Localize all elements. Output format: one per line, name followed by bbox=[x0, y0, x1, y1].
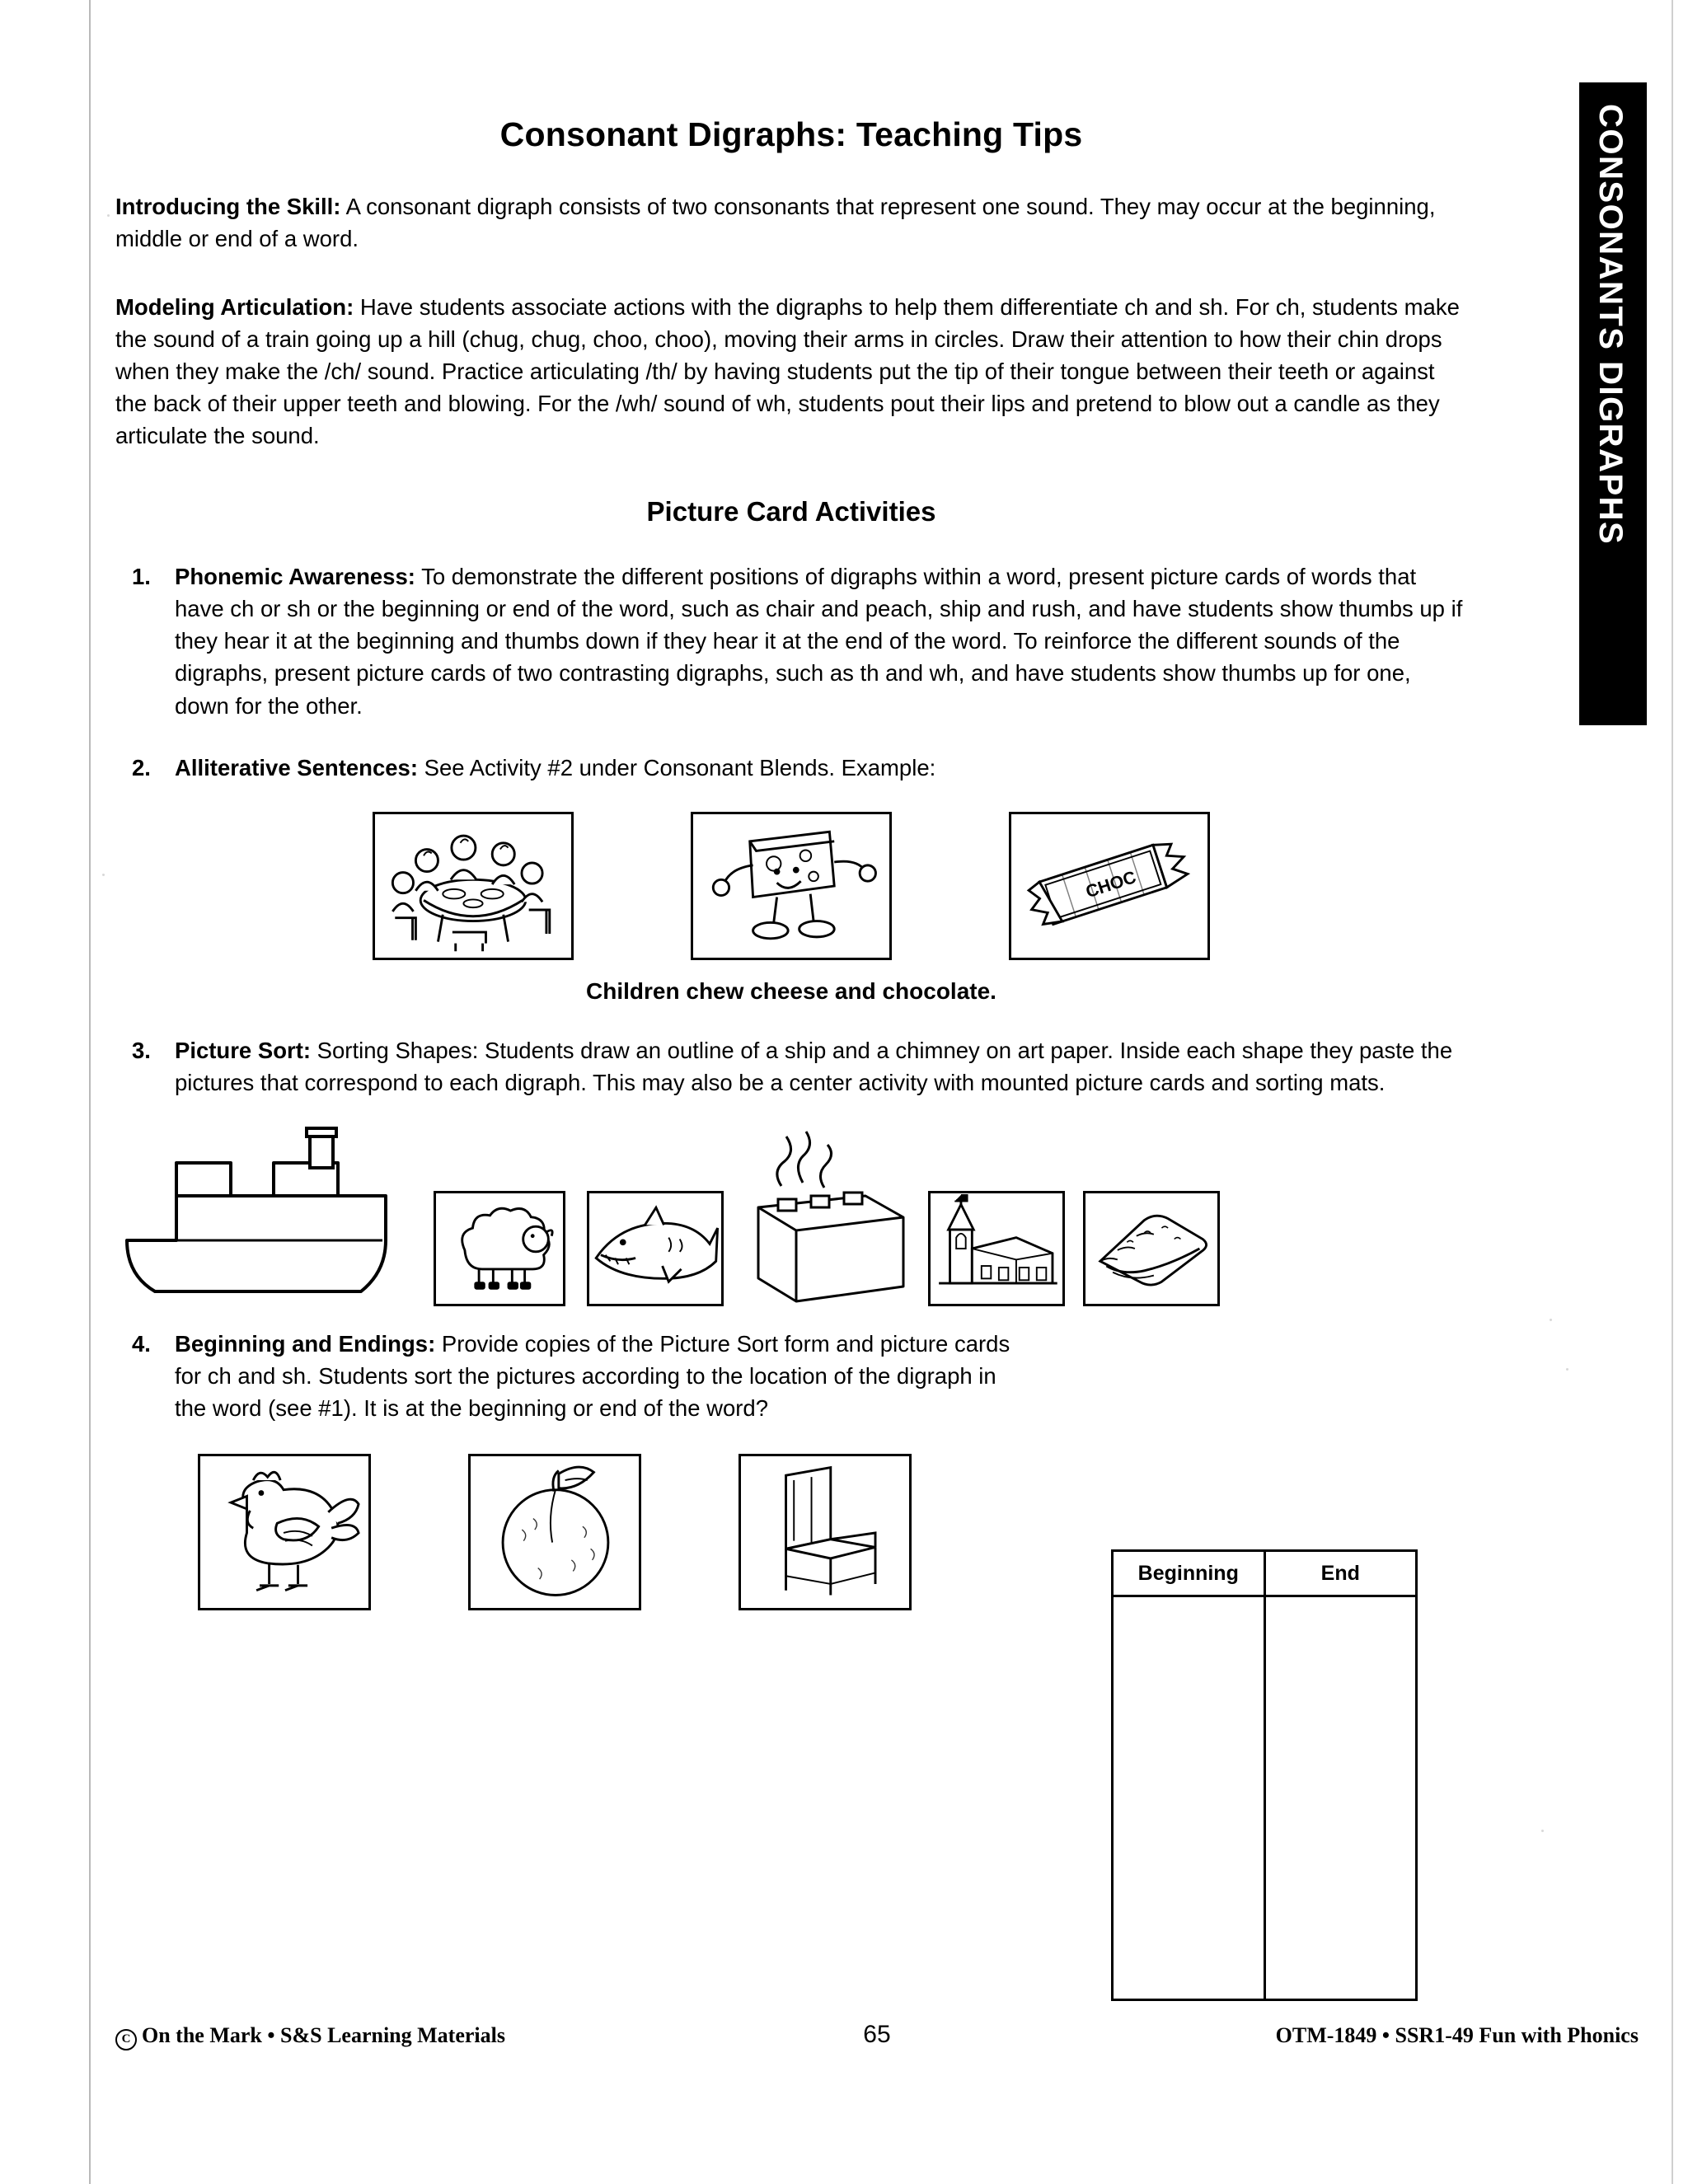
activity-lead: Beginning and Endings: bbox=[175, 1330, 436, 1357]
activity-text: Provide copies of the Picture Sort form and picture cards for ch and sh. Students sort the pictures according to the location of the digraph in the word (see #1). It is at the beginning or end of the word? bbox=[175, 1330, 1010, 1421]
table-body bbox=[1114, 1597, 1415, 1999]
page-edge-left bbox=[89, 0, 91, 2184]
picture-card-children-at-table bbox=[373, 812, 574, 960]
paragraph-introducing-the-skill bbox=[115, 190, 1467, 255]
activity-item-beginning-and-endings bbox=[115, 1328, 1015, 1424]
picture-card-shark bbox=[587, 1191, 724, 1306]
page-edge-right bbox=[1672, 0, 1673, 2184]
activity-list-four bbox=[115, 1328, 1467, 1424]
scan-speckle bbox=[1550, 1319, 1552, 1321]
picture-card-chocolate-bar bbox=[1009, 812, 1210, 960]
section-tab-label: CONSONANTS DIGRAPHS bbox=[1592, 104, 1629, 546]
picture-card-cheese bbox=[691, 812, 892, 960]
svg-text:CHOC: CHOC bbox=[1083, 866, 1139, 902]
children-at-table-icon bbox=[375, 814, 571, 958]
table-cell-end[interactable] bbox=[1266, 1597, 1416, 1999]
footer-left bbox=[115, 2023, 724, 2050]
activity-item-phonemic-awareness bbox=[115, 560, 1467, 721]
picture-sort-row bbox=[115, 1117, 1467, 1306]
scan-speckle bbox=[1541, 1830, 1544, 1832]
footer-publisher: On the Mark • S&S Learning Materials bbox=[142, 2023, 505, 2047]
sheep-icon bbox=[436, 1193, 563, 1304]
activity-number: 1. bbox=[132, 564, 151, 590]
footer-product-code: OTM-1849 • SSR1-49 Fun with Phonics bbox=[1275, 2023, 1639, 2047]
activity-text: To demonstrate the different positions of digraphs within a word, present picture cards of words that have ch or sh or the beginning or end of the word, such as chair and peach, ship and rush, and have students show thumbs up if they hear it at the beginning and thumbs down if they hear it at the end of the word. To reinforce the different sounds of the digraphs, present picture cards of two contrasting digraphs, such as th and wh, and have students show thumbs up for one, down for the other. bbox=[175, 564, 1463, 719]
chair-icon bbox=[741, 1456, 909, 1608]
scan-speckle bbox=[1566, 1368, 1568, 1371]
activity-item-picture-sort bbox=[115, 1034, 1467, 1099]
activity-lead: Picture Sort: bbox=[175, 1037, 312, 1063]
section-title: Picture Card Activities bbox=[646, 496, 936, 527]
picture-card-chicken bbox=[198, 1454, 371, 1610]
example-picture-row bbox=[115, 812, 1467, 960]
activity-number: 3. bbox=[132, 1037, 151, 1063]
activity-list-continued bbox=[115, 1034, 1467, 1099]
page-number: 65 bbox=[863, 2021, 891, 2048]
picture-card-chair bbox=[738, 1454, 912, 1610]
chocolate-bar-icon bbox=[1011, 814, 1207, 958]
page-content bbox=[115, 0, 1467, 1610]
table-cell-beginning[interactable] bbox=[1114, 1597, 1266, 1999]
paragraph-lead: Introducing the Skill: bbox=[115, 194, 341, 219]
scan-speckle bbox=[102, 874, 105, 876]
activity-text: See Activity #2 under Consonant Blends. Example: bbox=[417, 754, 936, 780]
activity-item-alliterative-sentences bbox=[115, 752, 1467, 784]
picture-card-sheep bbox=[434, 1191, 565, 1306]
page-title: Consonant Digraphs: Teaching Tips bbox=[499, 115, 1083, 153]
activity-number: 2. bbox=[132, 754, 151, 780]
scan-speckle bbox=[107, 214, 110, 217]
paragraph-text: A consonant digraph consists of two consonants that represent one sound. They may occur at the beginning, middle or end of a word. bbox=[115, 194, 1436, 252]
table-header-row bbox=[1114, 1552, 1415, 1597]
picture-card-church bbox=[928, 1191, 1065, 1306]
section-tab bbox=[1579, 82, 1647, 725]
peach-icon bbox=[471, 1456, 639, 1608]
paragraph-text: Have students associate actions with the digraphs to help them differentiate ch and sh. For ch, students make the sound of a train going up a hill (chug, chug, choo, choo), moving their arms in circles. Draw their attention to how their chin drops when they make the /ch/ sound. Practice articulating /th/ by having students put the tip of their tongue between their teeth or against the back of their upper teeth and blowing. For the /wh/ sound of wh, students pout their lips and pretend to blow out a candle as they articulate the sound. bbox=[115, 294, 1460, 449]
activity-lead: Phonemic Awareness: bbox=[175, 564, 415, 590]
paragraph-modeling-articulation bbox=[115, 291, 1467, 452]
chimney-icon bbox=[742, 1117, 915, 1306]
activity-text: Sorting Shapes: Students draw an outline of a ship and a chimney on art paper. Inside each shape they paste the pictures that correspond to each digraph. This may also be a center activity with mounted picture cards and sorting mats. bbox=[175, 1037, 1453, 1095]
picture-chimney bbox=[742, 1117, 915, 1306]
page-footer bbox=[115, 2021, 1639, 2050]
sandwich-icon bbox=[1085, 1193, 1217, 1304]
table-column-end: End bbox=[1320, 1562, 1360, 1585]
picture-card-sandwich bbox=[1083, 1191, 1220, 1306]
picture-card-peach bbox=[468, 1454, 641, 1610]
beginning-end-table[interactable] bbox=[1111, 1549, 1418, 2001]
shark-icon bbox=[589, 1193, 721, 1304]
table-column-beginning: Beginning bbox=[1114, 1552, 1266, 1595]
chicken-icon bbox=[200, 1456, 368, 1608]
copyright-icon: C bbox=[115, 2029, 137, 2050]
activity-list bbox=[115, 560, 1467, 783]
activity-number: 4. bbox=[132, 1330, 151, 1357]
example-caption: Children chew cheese and chocolate. bbox=[586, 977, 996, 1004]
church-icon bbox=[931, 1193, 1062, 1304]
picture-ship bbox=[115, 1117, 434, 1306]
ship-icon bbox=[115, 1117, 434, 1306]
activity-lead: Alliterative Sentences: bbox=[175, 754, 418, 780]
cheese-character-icon bbox=[693, 814, 889, 958]
paragraph-lead: Modeling Articulation: bbox=[115, 294, 354, 321]
